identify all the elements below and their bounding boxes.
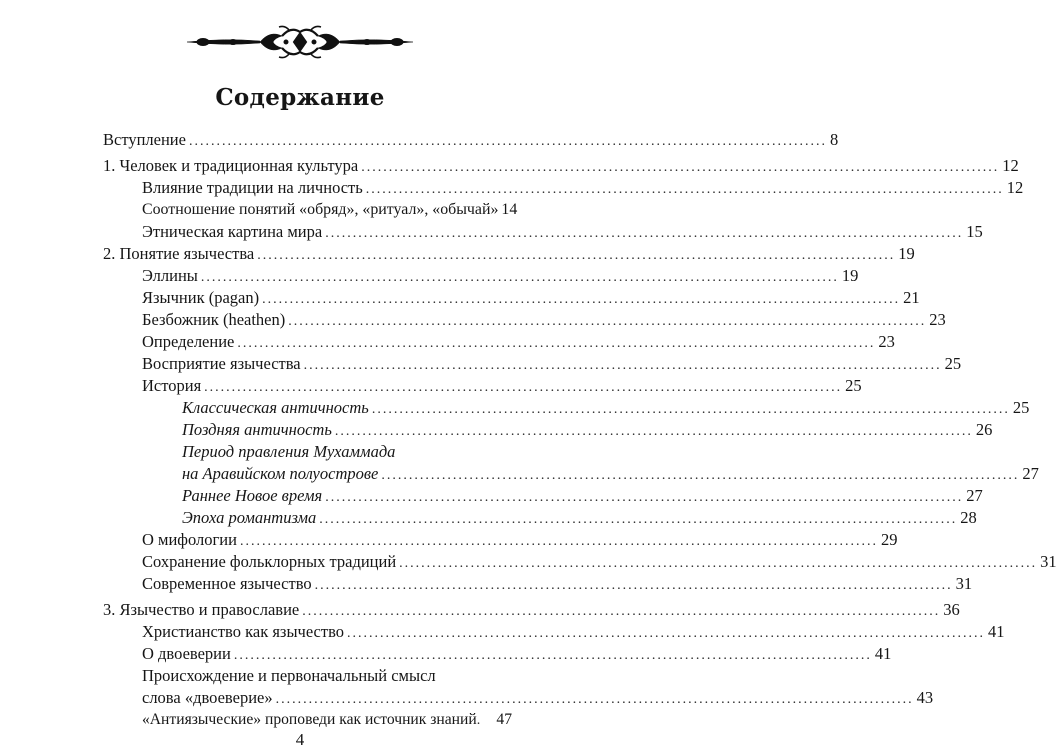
dot-leader: .................................................................................................................... [237,336,876,351]
toc-entry-page: 27 [1022,464,1039,483]
toc-entry-page: 41 [988,622,1005,641]
dot-leader: .................................................................................................................... [365,182,1004,197]
toc-entry-label: Христианство как язычество [142,622,345,641]
dot-leader: .................................................................................................................... [325,226,964,241]
toc-entry-label: Язычник (pagan) [142,288,260,307]
toc-entry-label-line2: слова «двоеверие» [142,688,273,707]
toc-entry [103,600,960,620]
toc-entry-label: «Антиязыческие» проповеди как источник знаний [142,711,477,728]
dot-leader: .................................................................................................................... [257,248,896,263]
dot-leader: .................................................................................................................... [302,604,941,619]
toc-entry [142,644,892,664]
toc-entry [142,178,1024,198]
toc-entry-label: Классическая античность [182,398,369,417]
toc-entry-label: 2. Понятие язычества [103,244,255,263]
toc-entry [142,332,895,352]
dot-leader: .................................................................................................................... [188,134,827,149]
ornament-divider-icon [185,24,415,60]
toc-entry-label: О двоеверии [142,644,231,663]
toc-entry-page: 23 [929,310,946,329]
dot-leader: .................................................................................................................... [381,468,1020,483]
toc-entry-page: 47 [496,711,512,728]
toc-entry-page: 29 [880,530,898,549]
toc-entry [142,574,973,594]
toc-entry-page: 25 [944,354,962,373]
toc-entry-page: 15 [966,222,983,241]
toc-entry-label-line1: Происхождение и первоначальный смысл [142,666,436,685]
toc-entry [103,130,839,150]
toc-entry-label: Эллины [142,266,198,285]
toc-entry [142,266,859,286]
toc-entry-label: 1. Человек и традиционная культура [103,156,359,175]
toc-entry-label: 3. Язычество и православие [103,600,300,619]
dot-leader: .................................................................................................................... [275,692,914,707]
toc-entry-label: Сохранение фольклорных традиций [142,552,397,571]
toc-entry [142,222,983,242]
toc-entry [182,508,977,528]
dot-leader: .................................................................................................................... [204,380,843,395]
toc-entry-label: Раннее Новое время [182,486,323,505]
toc-entry-page: 25 [845,376,862,395]
toc-entry [142,688,934,708]
toc-entry [142,552,1057,572]
toc-entry-label: Восприятие язычества [142,354,301,373]
toc-entry-page: 23 [878,332,895,351]
toc-entry-page: 12 [1002,156,1019,175]
toc-entry-page: 28 [960,508,977,527]
dot-leader: .................................................................................................................... [347,626,986,641]
page-number: 4 [295,730,305,749]
toc-entry [142,200,518,220]
toc-entry-page: 19 [841,266,859,285]
toc-entry-page: 26 [975,420,993,439]
toc-entry-page: 43 [916,688,934,707]
toc-entry-label: Соотношение понятий «обряд», «ритуал», «обычай» [142,201,499,218]
toc-entry [142,310,946,330]
toc-entry [182,420,993,440]
dot-leader: .................................................................................................................... [334,424,973,439]
dot-leader: .................................................................................................................... [325,490,964,505]
toc-entry [142,710,512,730]
dot-leader: .................................................................................................................... [314,578,953,593]
toc-entry-label: Этническая картина мира [142,222,323,241]
toc-entry-page: 12 [1006,178,1024,197]
page-title: Содержание [215,84,385,111]
toc-entry [182,464,1039,484]
toc-entry-page: 41 [874,644,892,663]
toc-entry-label: История [142,376,202,395]
toc-entry [103,156,1019,176]
toc-entry-label: Вступление [103,130,186,149]
toc-entry-page: 31 [955,574,973,593]
dot-leader: .................................................................................................................... [361,160,1000,175]
toc-entry-page: 8 [829,130,839,149]
toc-entry [142,288,920,308]
toc-entry [103,244,915,264]
dot-leader: .................................................................................................................... [288,314,927,329]
toc-entry-label: Поздняя античность [182,420,332,439]
toc-entry-page: 31 [1040,552,1057,571]
toc-entry-page: 36 [943,600,960,619]
dot-leader: .................................................................................................................... [371,402,1010,417]
dot-leader: .................................................................................................................... [239,534,878,549]
dot-leader: .................................................................................................................... [200,270,839,285]
dot-leader: .................................................................................................................... [319,512,958,527]
toc-entry-label: Безбожник (heathen) [142,310,286,329]
toc-entry [182,486,983,506]
toc-entry [182,398,1030,418]
toc-entry [142,530,898,550]
toc-entry-page: 27 [966,486,983,505]
toc-entry-label: Эпоха романтизма [182,508,317,527]
dot-leader: .................................................................................................................... [233,648,872,663]
toc-entry [142,622,1005,642]
dot-leader: . [476,713,483,728]
dot-leader: .................................................................................................................... [262,292,901,307]
toc-entry-page: 21 [903,288,920,307]
toc-entry-label-line2: на Аравийском полуострове [182,464,379,483]
dot-leader: .................................................................................................................... [399,556,1038,571]
toc-entry [142,376,862,396]
toc-entry-page: 14 [501,201,518,218]
toc-entry-page: 19 [898,244,915,263]
toc-entry [142,354,962,374]
toc-entry-page: 25 [1012,398,1030,417]
toc-entry-label: Определение [142,332,235,351]
toc-entry-label: Влияние традиции на личность [142,178,363,197]
toc-entry-label: Современное язычество [142,574,312,593]
toc-entry-label-line1: Период правления Мухаммада [182,442,396,461]
dot-leader: .................................................................................................................... [303,358,942,373]
toc-entry-label: О мифологии [142,530,237,549]
